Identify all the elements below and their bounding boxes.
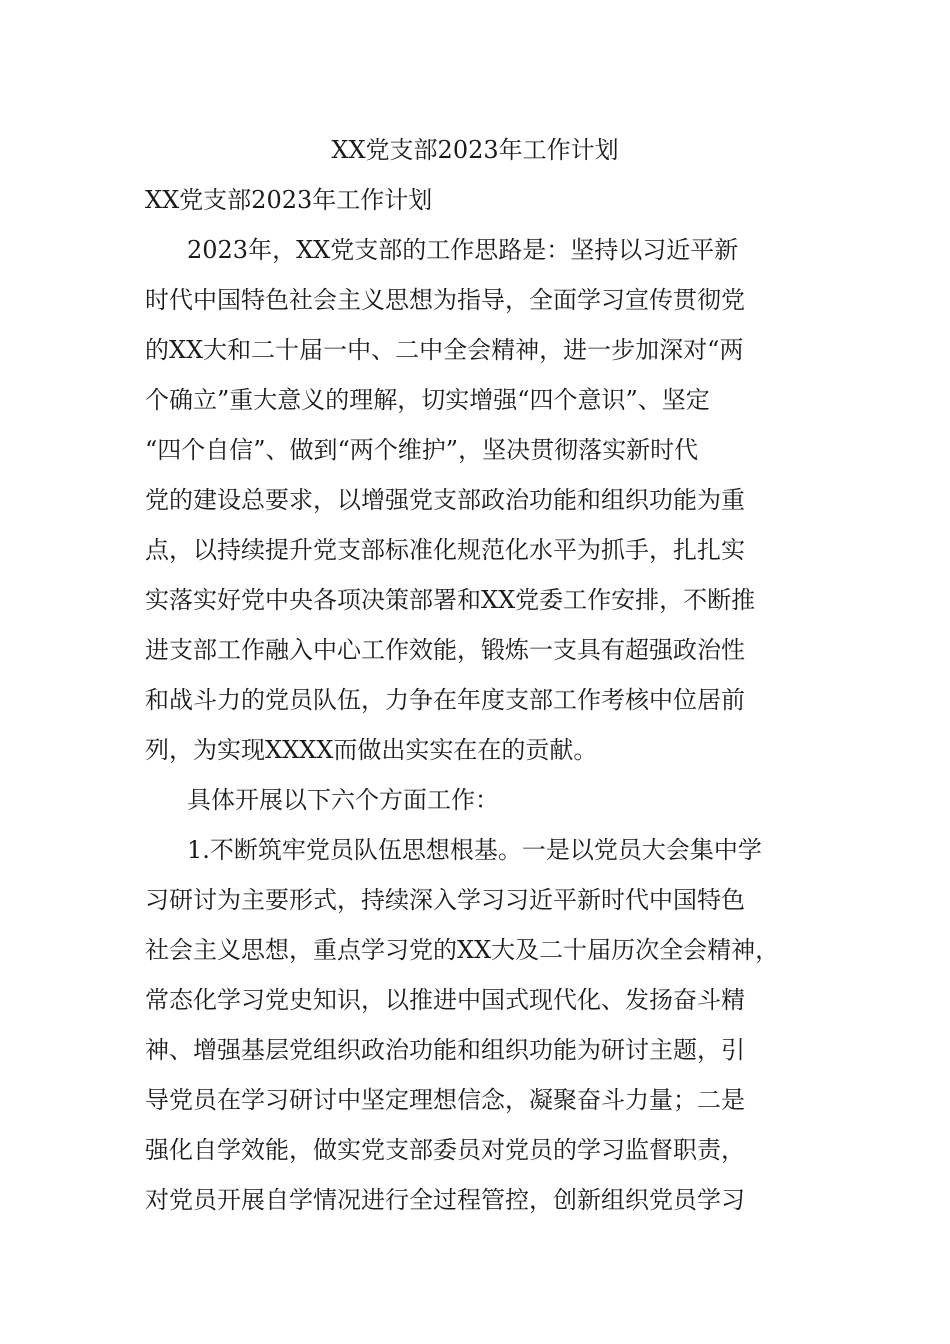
paragraph-line: 1.不断筑牢党员队伍思想根基。一是以党员大会集中学 [187, 836, 762, 864]
paragraph-line: 党的建设总要求，以增强党支部政治功能和组织功能为重 [145, 486, 745, 514]
paragraph-line: 进支部工作融入中心工作效能，锻炼一支具有超强政治性 [145, 636, 745, 664]
document-title: XX党支部2023年工作计划 [331, 136, 619, 164]
paragraph-line: 2023年，XX党支部的工作思路是：坚持以习近平新 [187, 236, 739, 264]
paragraph-line: 强化自学效能，做实党支部委员对党员的学习监督职责， [145, 1136, 745, 1164]
paragraph-line: 列，为实现XXXX而做出实实在在的贡献。 [145, 736, 598, 764]
paragraph-line: 个确立”重大意义的理解，切实增强“四个意识”、坚定 [145, 386, 710, 414]
paragraph-line: 对党员开展自学情况进行全过程管控，创新组织党员学习 [145, 1186, 745, 1214]
document-subtitle: XX党支部2023年工作计划 [145, 186, 433, 214]
paragraph-line: 社会主义思想，重点学习党的XX大及二十届历次全会精神， [145, 936, 780, 964]
paragraph-line: 神、增强基层党组织政治功能和组织功能为研讨主题，引 [145, 1036, 745, 1064]
paragraph-line: “四个自信”、做到“两个维护”，坚决贯彻落实新时代 [145, 436, 699, 464]
paragraph-line: 点，以持续提升党支部标准化规范化水平为抓手，扎扎实 [145, 536, 745, 564]
paragraph-line: 和战斗力的党员队伍，力争在年度支部工作考核中位居前 [145, 686, 745, 714]
document-body [145, 230, 825, 1230]
paragraph-line: 具体开展以下六个方面工作： [187, 786, 499, 814]
paragraph-line: 常态化学习党史知识，以推进中国式现代化、发扬奋斗精 [145, 986, 745, 1014]
paragraph-item-1 [145, 830, 825, 1230]
paragraph-intro-six-aspects [145, 780, 825, 830]
paragraph-line: 时代中国特色社会主义思想为指导，全面学习宣传贯彻党 [145, 286, 745, 314]
paragraph-line: 的XX大和二十届一中、二中全会精神，进一步加深对“两 [145, 336, 744, 364]
paragraph-line: 导党员在学习研讨中坚定理想信念，凝聚奋斗力量；二是 [145, 1086, 745, 1114]
paragraph-line: 实落实好党中央各项决策部署和XX党委工作安排，不断推 [145, 586, 756, 614]
paragraph-work-approach [145, 230, 825, 780]
paragraph-line: 习研讨为主要形式，持续深入学习习近平新时代中国特色 [145, 886, 745, 914]
